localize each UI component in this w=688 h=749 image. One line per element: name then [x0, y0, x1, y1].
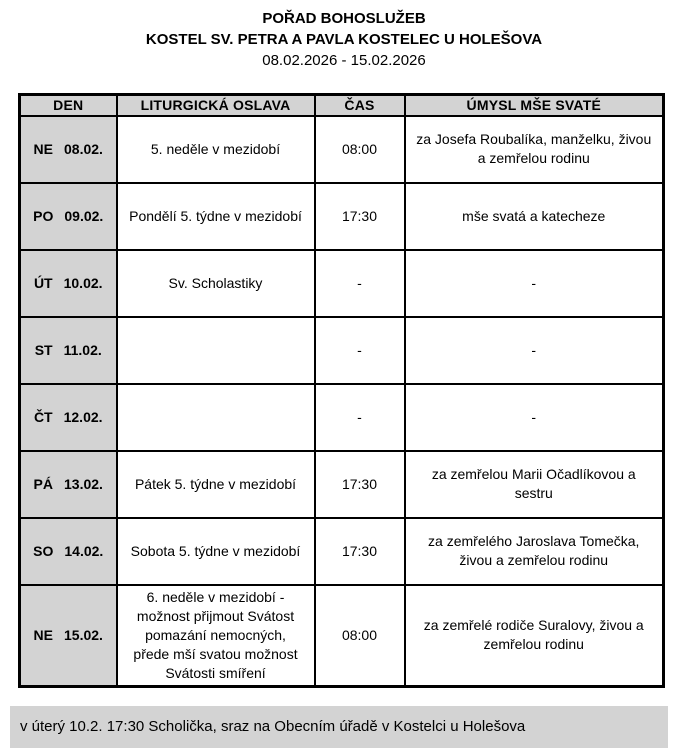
table-row	[20, 317, 664, 384]
celebration-cell: Pátek 5. týdne v mezidobí	[117, 451, 315, 518]
time-cell: 17:30	[315, 183, 405, 250]
day-abbr: PÁ	[33, 475, 53, 492]
day-cell	[20, 451, 117, 518]
time-cell: 17:30	[315, 518, 405, 585]
table-row	[20, 451, 664, 518]
celebration-cell	[117, 384, 315, 451]
day-abbr: ST	[34, 341, 53, 358]
page-subtitle: KOSTEL SV. PETRA A PAVLA KOSTELEC U HOLEŠOVA	[145, 31, 543, 48]
schedule-table-body	[20, 116, 664, 687]
day-cell	[20, 116, 117, 183]
day-cell	[20, 518, 117, 585]
intention-cell: mše svatá a katecheze	[405, 183, 664, 250]
footer-note-text: v úterý 10.2. 17:30 Scholička, sraz na Obecním úřadě v Kostelci u Holešova	[20, 718, 526, 735]
time-cell: -	[315, 317, 405, 384]
celebration-cell: Sobota 5. týdne v mezidobí	[117, 518, 315, 585]
table-row	[20, 518, 664, 585]
time-cell: 17:30	[315, 451, 405, 518]
celebration-cell: Sv. Scholastiky	[117, 250, 315, 317]
time-cell: 08:00	[315, 116, 405, 183]
day-abbr: SO	[33, 542, 54, 559]
intention-cell: za Josefa Roubalíka, manželku, živou a zemřelou rodinu	[405, 116, 664, 183]
day-date: 09.02.	[64, 207, 104, 224]
intention-cell: -	[405, 384, 664, 451]
day-date: 14.02.	[64, 542, 104, 559]
column-header-cas: ČAS	[315, 95, 405, 116]
column-header-umysl: ÚMYSL MŠE SVATÉ	[405, 95, 664, 116]
document-header	[0, 0, 688, 71]
celebration-cell: Pondělí 5. týdne v mezidobí	[117, 183, 315, 250]
day-cell	[20, 250, 117, 317]
celebration-cell	[117, 317, 315, 384]
day-abbr: ÚT	[33, 274, 53, 291]
intention-cell: -	[405, 317, 664, 384]
time-cell: 08:00	[315, 585, 405, 687]
intention-cell: za zemřelého Jaroslava Tomečka, živou a zemřelou rodinu	[405, 518, 664, 585]
day-abbr: PO	[33, 207, 54, 224]
table-row	[20, 183, 664, 250]
schedule-table-header	[20, 95, 664, 116]
day-date: 12.02.	[63, 408, 103, 425]
schedule-table	[18, 93, 665, 688]
day-cell	[20, 384, 117, 451]
footer-note-bar	[10, 706, 668, 748]
table-row	[20, 116, 664, 183]
celebration-cell: 5. neděle v mezidobí	[117, 116, 315, 183]
header-row	[20, 95, 664, 116]
day-date: 11.02.	[63, 341, 102, 358]
day-cell	[20, 183, 117, 250]
day-abbr: ČT	[33, 408, 53, 425]
time-cell: -	[315, 250, 405, 317]
intention-cell: za zemřelé rodiče Suralovy, živou a zemřelou rodinu	[405, 585, 664, 687]
celebration-cell: 6. neděle v mezidobí - možnost přijmout Svátost pomazání nemocných, přede mší svatou možnost Svátosti smíření	[117, 585, 315, 687]
day-date: 08.02.	[64, 140, 103, 157]
intention-cell: -	[405, 250, 664, 317]
day-date: 10.02.	[63, 274, 103, 291]
table-row	[20, 384, 664, 451]
day-cell	[20, 317, 117, 384]
column-header-liturgicka-oslava: LITURGICKÁ OSLAVA	[117, 95, 315, 116]
time-cell: -	[315, 384, 405, 451]
intention-cell: za zemřelou Marii Očadlíkovou a sestru	[405, 451, 664, 518]
day-date: 15.02.	[64, 626, 103, 643]
day-abbr: NE	[33, 140, 53, 157]
day-date: 13.02.	[64, 475, 103, 492]
table-row	[20, 250, 664, 317]
column-header-den: DEN	[20, 95, 117, 116]
table-row	[20, 585, 664, 687]
date-range: 08.02.2026 - 15.02.2026	[262, 52, 426, 69]
day-cell	[20, 585, 117, 687]
page-title: POŘAD BOHOSLUŽEB	[262, 10, 426, 27]
day-abbr: NE	[33, 626, 53, 643]
